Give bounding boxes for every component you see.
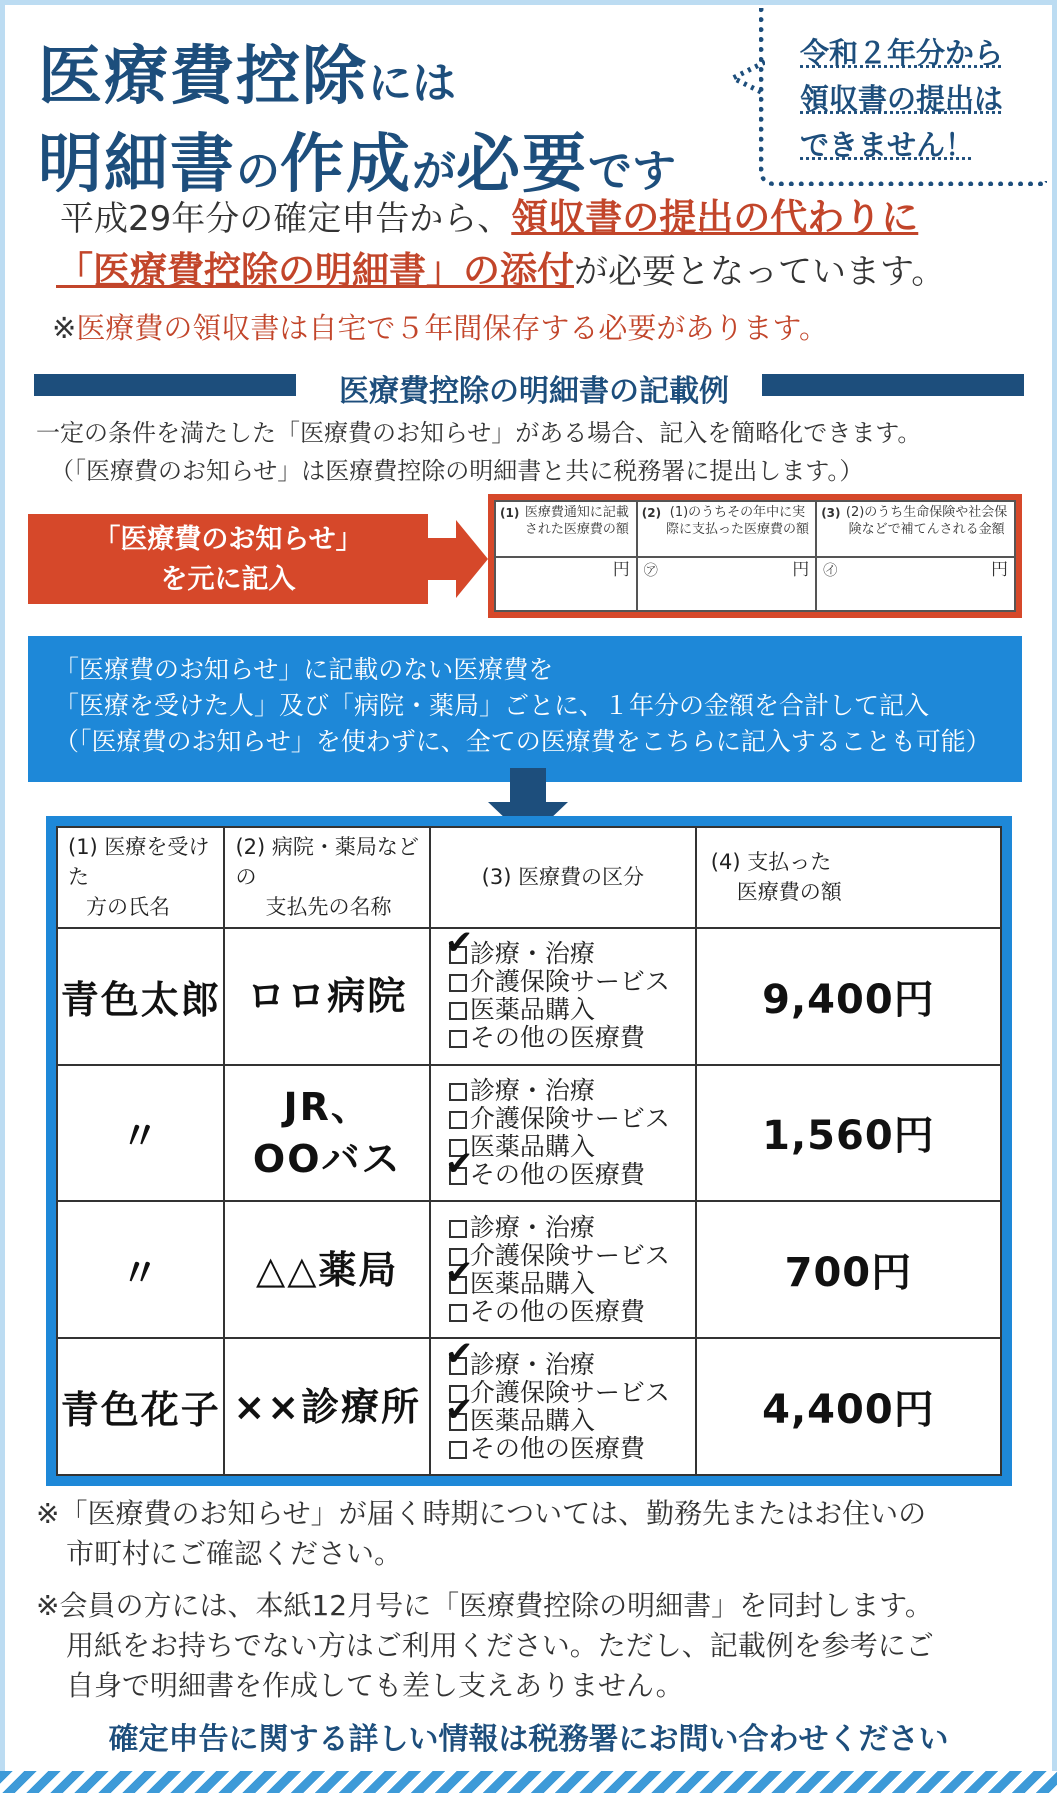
category-option: 介護保険サービス [449,1379,694,1407]
heading-bar-left [34,374,296,396]
payee-name: △△薬局 [224,1201,429,1338]
recipient-name: 青色花子 [57,1338,224,1475]
check-mark-icon: ✔ [444,1252,474,1293]
check-mark-icon: ✔ [444,1143,474,1184]
other-expenses-info: 「医療費のお知らせ」に記載のない医療費を 「医療を受けた人」及び「病院・薬局」ごとに、１年分の金額を合計して記入 （「医療費のお知らせ」を使わずに、全ての医療費をこちらに記入することも可能） [28,636,1022,782]
callout-tail [729,60,765,96]
intro-emphasis-1: 領収書の提出の代わりに [511,196,919,239]
recipient-name: 〃 [57,1065,224,1202]
category-option: ✔ 診療・治療 [444,1333,595,1379]
check-mark-icon: ✔ [444,923,474,964]
category-option: 診療・治療 [449,1077,694,1105]
amount-paid: 1,560円 [696,1065,1001,1202]
retention-note: ※医療費の領収書は自宅で５年間保存する必要があります。 [52,311,828,345]
category-option: ✔ 医薬品購入 [444,1389,595,1435]
notice-text: 令和２年分から 領収書の提出は できません！ [800,36,1004,162]
title-line-2: 明細書の作成が必要です [38,128,676,202]
notice-value-3: ㋑ 円 [816,557,1015,611]
footer-note-2: ※会員の方には、本紙12月号に「医療費控除の明細書」を同封します。 用紙をお持ちでない方はご利用ください。ただし、記載例を参考にご 自身で明細書を作成しても差し支えありません。 [36,1589,934,1702]
check-mark-icon: ✔ [444,1389,474,1430]
intro-emphasis-2: 「医療費控除の明細書」の添付 [56,249,574,292]
payee-name: JR、 OOバス [224,1065,429,1202]
category-checklist [430,1333,696,1475]
amount-paid: 4,400円 [696,1338,1001,1475]
table-row [57,928,1001,1065]
footer-note-1: ※「医療費のお知らせ」が届く時期については、勤務先またはお住いの 市町村にご確認ください。 [36,1497,927,1570]
checkbox-icon [449,1111,467,1129]
notice-entry-table [488,494,1022,618]
category-option: ✔ 診療・治療 [444,923,595,969]
category-checklist [430,1201,696,1338]
heading-bar-right [762,374,1024,396]
category-option: 医薬品購入 [449,1133,694,1161]
category-option: 介護保険サービス [449,1242,694,1270]
section-description: 一定の条件を満たした「医療費のお知らせ」がある場合、記入を簡略化できます。 （「医療費のお知らせ」は医療費控除の明細書と共に税務署に提出します。） [36,419,922,485]
header-recipient: (1) 医療を受けた 方の氏名 [57,827,224,928]
category-checklist [430,923,696,1065]
checkbox-icon [449,1002,467,1020]
title-line-1: 医療費控除には [38,40,456,114]
category-checklist [430,1065,696,1202]
table-header-row [57,827,1001,928]
category-option: その他の医療費 [449,1435,694,1463]
category-option: 介護保険サービス [449,1105,694,1133]
amount-paid: 700円 [696,1201,1001,1338]
category-option: ✔ 医薬品購入 [444,1252,595,1298]
contact-message: 確定申告に関する詳しい情報は税務署にお問い合わせください [108,1722,949,1757]
category-option: 介護保険サービス [449,968,694,996]
checkbox-icon [449,1083,467,1101]
category-option: ✔ その他の医療費 [444,1143,645,1189]
recipient-name: 〃 [57,1201,224,1338]
bottom-stripe-decoration [0,1771,1057,1793]
page-title [38,38,676,214]
header-payee: (2) 病院・薬局などの 支払先の名称 [224,827,429,928]
category-option: その他の医療費 [449,1298,694,1326]
header-category: (3) 医療費の区分 [430,827,696,928]
notice-callout [759,8,1047,186]
notice-based-label: 「医療費のお知らせ」 を元に記入 [28,514,428,604]
header-amount: (4) 支払った 医療費の額 [696,827,1001,928]
notice-col-2: (2) (1)のうちその年中に実際に支払った医療費の額 [637,501,816,557]
checkbox-icon [449,1304,467,1322]
expense-table-frame [46,816,1012,1486]
checkbox-icon [449,1220,467,1238]
expense-table [56,826,1002,1476]
category-option: その他の医療費 [449,1024,694,1052]
intro-text: 平成29年分の確定申告から、領収書の提出の代わりに 「医療費控除の明細書」の添付が必要となっています。 [56,196,946,292]
notice-col-1: (1) 医療費通知に記載された医療費の額 [495,501,637,557]
notice-col-3: (3) (2)のうち生命保険や社会保険などで補てんされる金額 [816,501,1015,557]
table-row [57,1338,1001,1475]
payee-name: ロロ病院 [224,928,429,1065]
category-option: 診療・治療 [449,1214,694,1242]
category-option: 医薬品購入 [449,996,694,1024]
recipient-name: 青色太郎 [57,928,224,1065]
checkbox-icon [449,974,467,992]
check-mark-icon: ✔ [444,1333,474,1374]
notice-value-2: ㋐ 円 [637,557,816,611]
notice-value-1: 円 [495,557,637,611]
checkbox-icon [449,1030,467,1048]
table-row [57,1201,1001,1338]
table-row [57,1065,1001,1202]
payee-name: ××診療所 [224,1338,429,1475]
section-heading: 医療費控除の明細書の記載例 [34,366,1024,402]
right-arrow-icon [426,520,488,598]
amount-paid: 9,400円 [696,928,1001,1065]
checkbox-icon [449,1441,467,1459]
